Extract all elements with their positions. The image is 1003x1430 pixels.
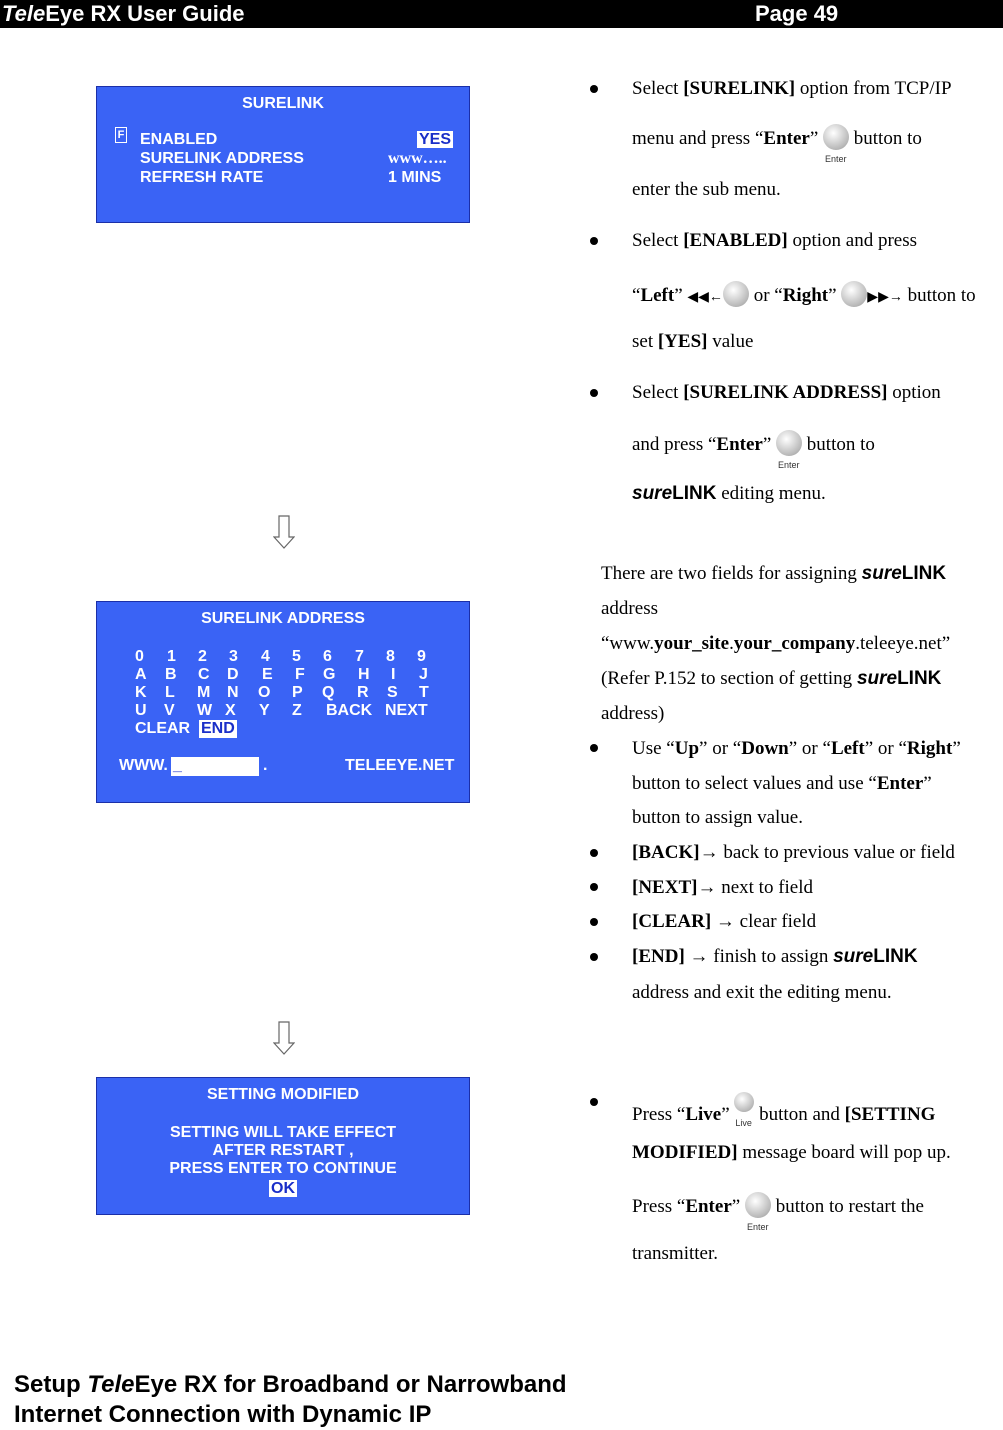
guide-title: TeleEye RX User Guide — [2, 1, 245, 26]
bullet — [590, 953, 598, 961]
key-e[interactable]: E — [262, 666, 273, 683]
menu-item-refresh-value[interactable]: 1 MINS — [388, 169, 442, 186]
key-y[interactable]: Y — [259, 702, 270, 719]
key-m[interactable]: M — [197, 684, 211, 701]
key-u[interactable]: U — [135, 702, 147, 719]
instruction-line: button to assign value. — [632, 807, 803, 828]
key-0[interactable]: 0 — [135, 648, 144, 665]
key-l[interactable]: L — [165, 684, 175, 701]
bullet — [590, 883, 598, 891]
key-2[interactable]: 2 — [198, 648, 207, 665]
bullet — [590, 918, 598, 926]
key-4[interactable]: 4 — [261, 648, 270, 665]
bullet — [590, 849, 598, 857]
key-8[interactable]: 8 — [386, 648, 395, 665]
paragraph-line: “www.your_site.your_company.teleeye.net” — [601, 633, 951, 654]
key-p[interactable]: P — [292, 684, 303, 701]
page-number: Page 49 — [755, 1, 839, 26]
key-back[interactable]: BACK — [326, 702, 373, 719]
enter-button-icon: Enter — [776, 430, 802, 456]
key-n[interactable]: N — [227, 684, 239, 701]
instruction-use-keys: Use “Up” or “Down” or “Left” or “Right” — [632, 738, 961, 759]
menu-item-enabled-label[interactable]: ENABLED — [140, 131, 218, 148]
key-t[interactable]: T — [419, 684, 429, 701]
menu-item-address-label[interactable]: SURELINK ADDRESS — [140, 150, 304, 167]
instruction-line: transmitter. — [632, 1243, 719, 1264]
key-h[interactable]: H — [358, 666, 370, 683]
key-a[interactable]: A — [135, 666, 147, 683]
key-3[interactable]: 3 — [229, 648, 238, 665]
message-line: SETTING WILL TAKE EFFECT — [169, 1124, 397, 1141]
instruction-next: [NEXT]→ next to field — [632, 877, 814, 898]
key-x[interactable]: X — [225, 702, 236, 719]
instruction-line: address and exit the editing menu. — [632, 982, 892, 1003]
down-arrow-icon — [273, 515, 295, 549]
message-line: PRESS ENTER TO CONTINUE — [169, 1160, 397, 1177]
enter-button-icon: Enter — [823, 124, 849, 150]
bullet — [590, 1098, 598, 1106]
key-z[interactable]: Z — [292, 702, 302, 719]
key-7[interactable]: 7 — [355, 648, 364, 665]
key-b[interactable]: B — [165, 666, 177, 683]
surelink-menu-panel — [96, 86, 470, 223]
panel-title: SURELINK — [242, 95, 324, 112]
instruction-line: enter the sub menu. — [632, 179, 781, 200]
key-k[interactable]: K — [135, 684, 147, 701]
key-w[interactable]: W — [197, 702, 213, 719]
instruction-select-enabled: Select [ENABLED] option and press — [632, 230, 917, 251]
instruction-clear: [CLEAR] → clear field — [632, 911, 817, 932]
bullet — [590, 744, 598, 752]
surelink-brand: sureLINK — [632, 483, 717, 504]
page-header — [0, 0, 1003, 28]
address-dot: . — [263, 757, 268, 774]
bullet — [590, 85, 598, 93]
message-line: AFTER RESTART , — [212, 1142, 354, 1159]
footer-subtitle: Internet Connection with Dynamic IP — [14, 1401, 432, 1428]
right-arrow-icon: ▶▶→ — [867, 290, 903, 305]
down-arrow-icon — [273, 1021, 295, 1055]
panel-title: SETTING MODIFIED — [207, 1086, 359, 1103]
paragraph-line: address) — [601, 703, 665, 724]
right-button-icon — [841, 281, 867, 307]
menu-item-address-value[interactable]: www….. — [388, 150, 447, 167]
ok-button[interactable]: OK — [271, 1180, 295, 1197]
key-r[interactable]: R — [357, 684, 369, 701]
key-9[interactable]: 9 — [417, 648, 426, 665]
instruction-back: [BACK]→ back to previous value or field — [632, 842, 955, 863]
bullet — [590, 389, 598, 397]
menu-item-enabled-value[interactable]: YES — [419, 131, 452, 148]
paragraph-line: There are two fields for assigning sureLINK — [601, 563, 947, 584]
key-j[interactable]: J — [419, 666, 428, 683]
key-s[interactable]: S — [387, 684, 398, 701]
left-button-icon — [723, 281, 749, 307]
footer-title: Setup TeleEye RX for Broadband or Narrowband — [14, 1371, 567, 1398]
instruction-select-surelink: Select [SURELINK] option from TCP/IP — [632, 78, 952, 99]
key-end[interactable]: END — [201, 720, 235, 737]
key-g[interactable]: G — [323, 666, 336, 683]
bullet — [590, 237, 598, 245]
enter-button-icon: Enter — [745, 1192, 771, 1218]
setting-modified-panel — [96, 1077, 470, 1215]
key-6[interactable]: 6 — [323, 648, 332, 665]
key-o[interactable]: O — [258, 684, 271, 701]
instruction-select-address: Select [SURELINK ADDRESS] option — [632, 382, 941, 403]
selection-marker-icon: F — [115, 127, 127, 143]
address-prefix: WWW. — [119, 757, 168, 774]
surelink-address-panel — [96, 601, 470, 803]
key-q[interactable]: Q — [322, 684, 335, 701]
key-v[interactable]: V — [164, 702, 175, 719]
live-button-icon: Live — [734, 1092, 754, 1112]
key-clear[interactable]: CLEAR — [135, 720, 191, 737]
key-i[interactable]: I — [391, 666, 396, 683]
paragraph-line: (Refer P.152 to section of getting sureLINK — [601, 668, 942, 689]
key-c[interactable]: C — [198, 666, 210, 683]
key-f[interactable]: F — [295, 666, 305, 683]
left-arrow-icon: ◀◀← — [687, 290, 723, 305]
key-next[interactable]: NEXT — [385, 702, 428, 719]
panel-title: SURELINK ADDRESS — [201, 610, 365, 627]
address-suffix: TELEEYE.NET — [345, 757, 455, 774]
instruction-press-live: Press “Live” Live button and [SETTING — [632, 1092, 935, 1126]
key-d[interactable]: D — [227, 666, 239, 683]
menu-item-refresh-label[interactable]: REFRESH RATE — [140, 169, 264, 186]
key-5[interactable]: 5 — [292, 648, 301, 665]
address-input[interactable]: _ — [171, 757, 259, 776]
instruction-end: [END] → finish to assign sureLINK — [632, 946, 918, 967]
paragraph-line: address — [601, 598, 658, 619]
key-1[interactable]: 1 — [167, 648, 176, 665]
